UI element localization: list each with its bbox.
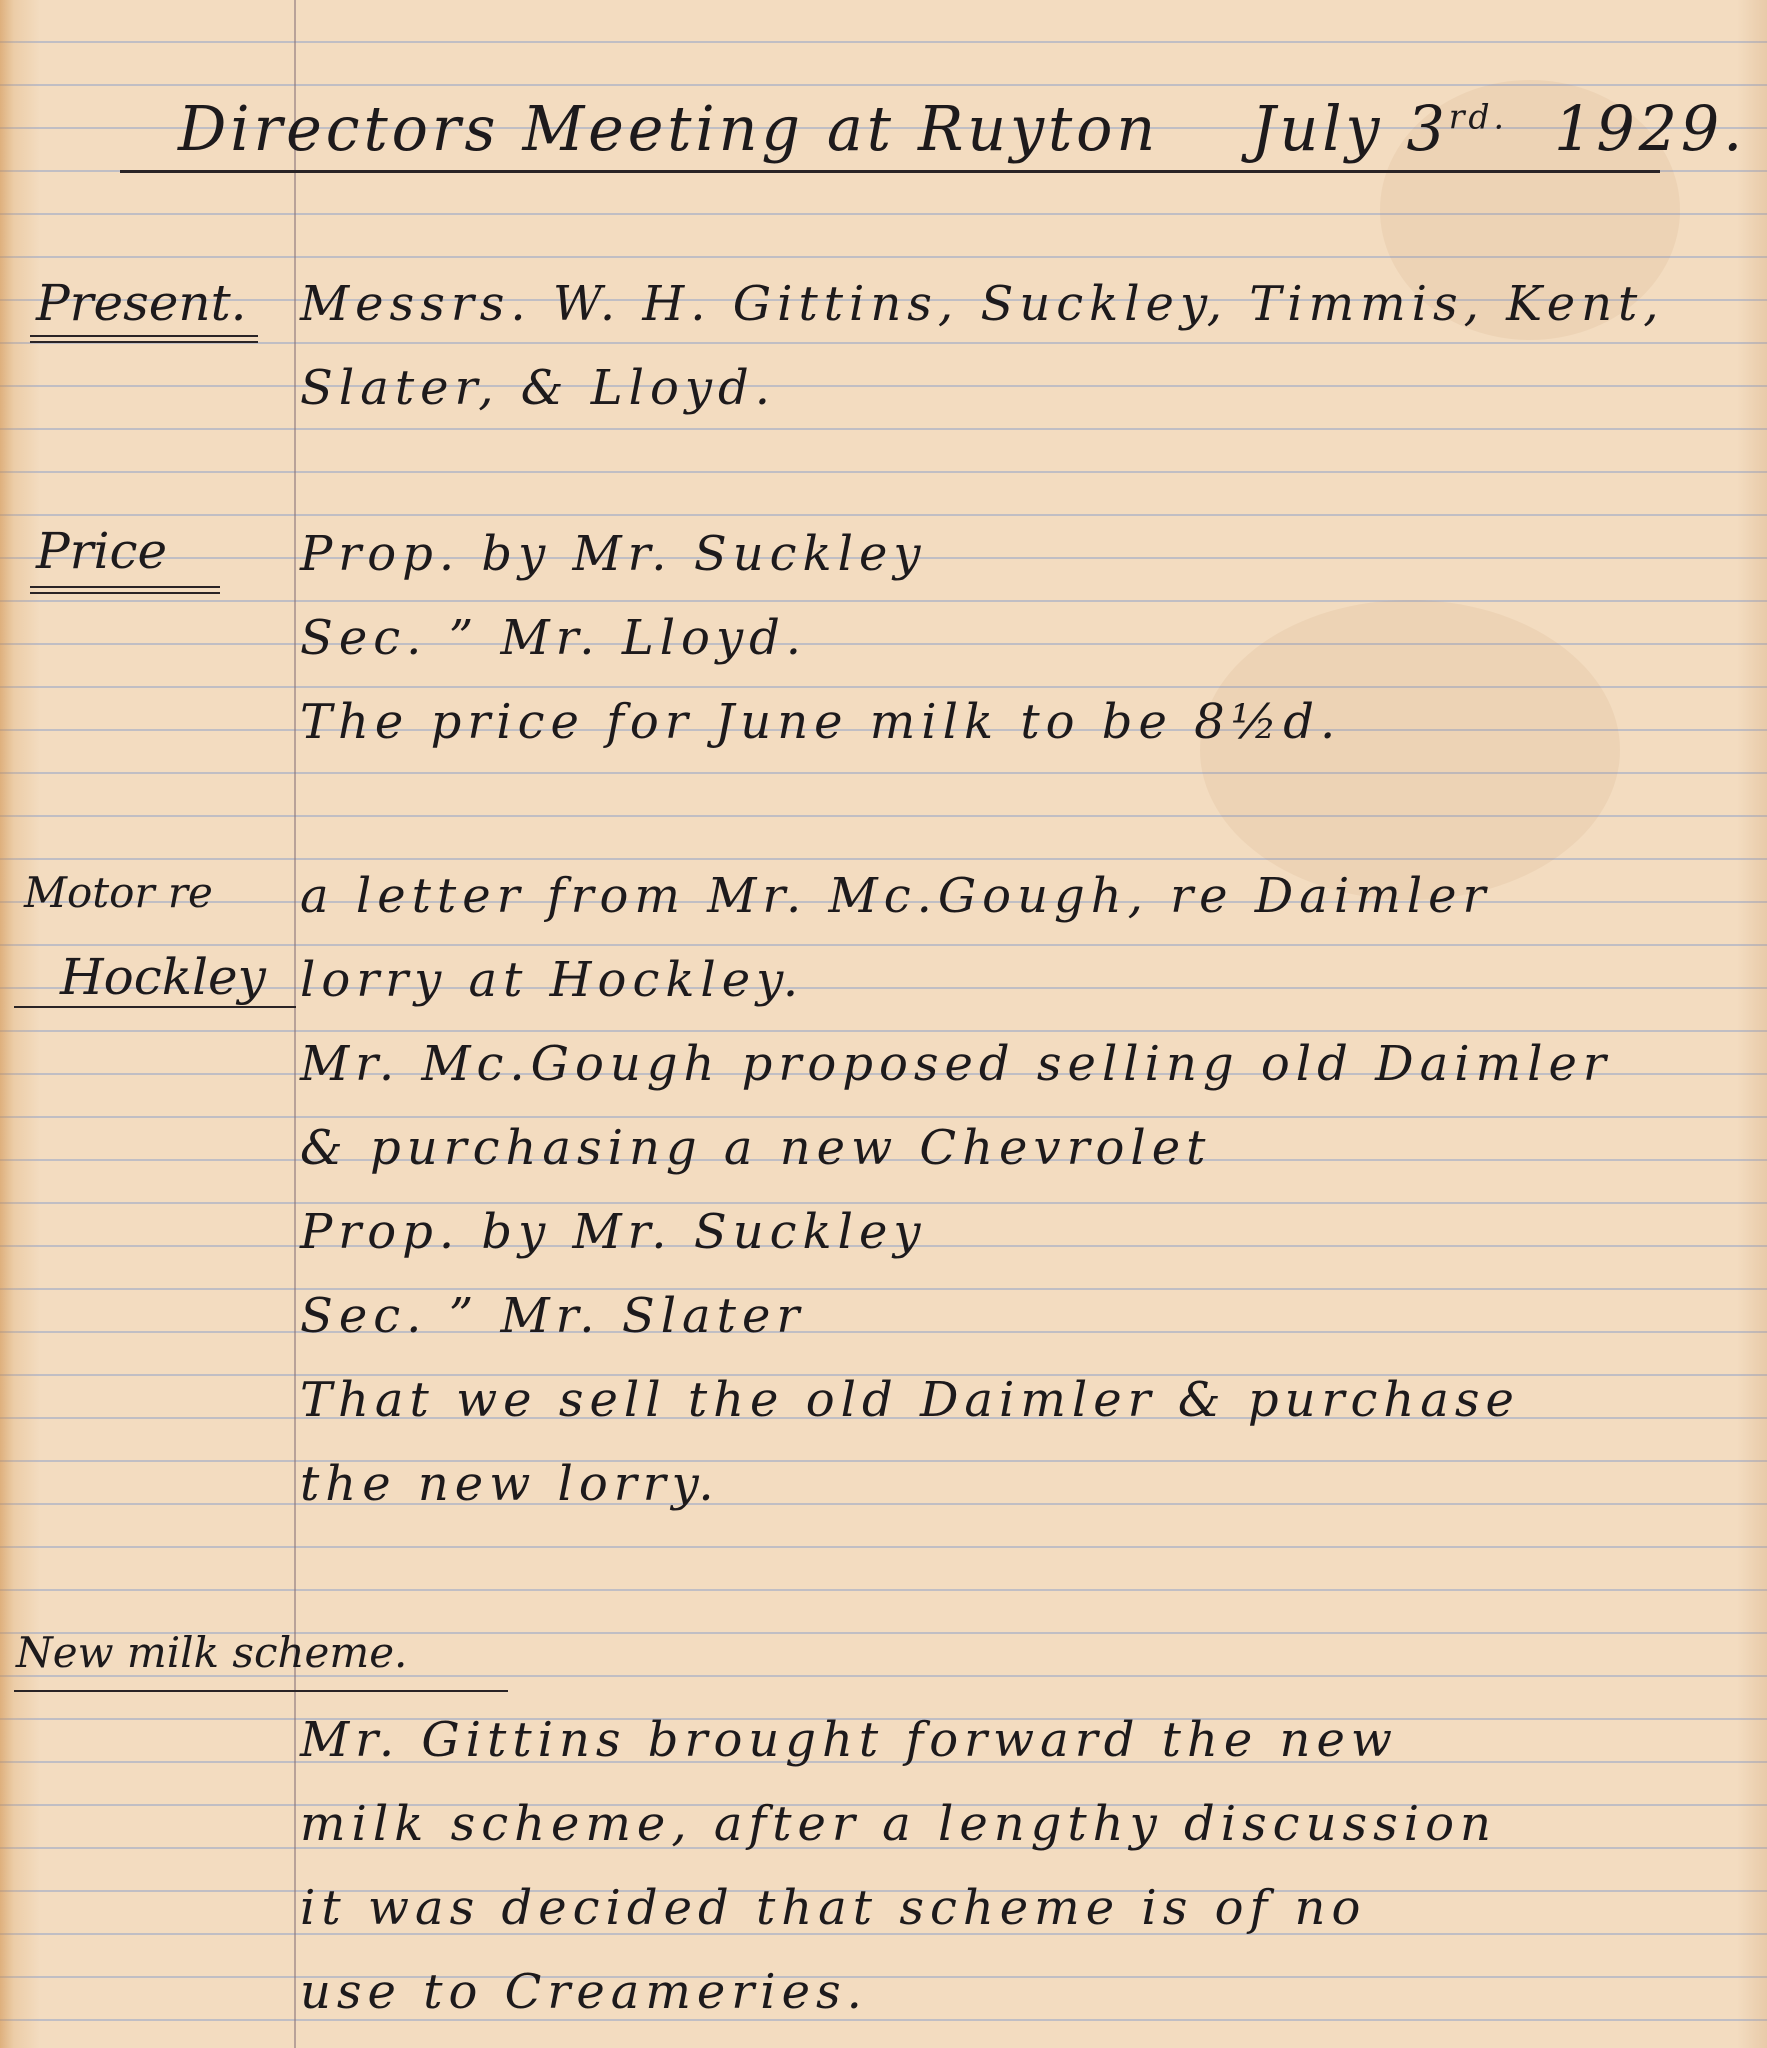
heading-milk-scheme: New milk scheme. — [16, 1628, 408, 1677]
motor-line-5: Prop. by Mr. Suckley — [300, 1204, 927, 1260]
motor-line-2: lorry at Hockley. — [300, 952, 805, 1008]
heading-motor-underline — [14, 1006, 296, 1008]
margin-rule — [294, 0, 296, 2048]
paper-stain — [1200, 600, 1620, 900]
present-line-2: Slater, & Lloyd. — [300, 360, 776, 416]
milk-scheme-line-1: Mr. Gittins brought forward the new — [300, 1712, 1398, 1768]
price-line-2: Sec. ” Mr. Lloyd. — [300, 610, 808, 666]
heading-present: Present. — [36, 274, 247, 332]
heading-present-underline — [30, 341, 258, 343]
title-text: Directors Meeting at Ruyton — [178, 92, 1160, 165]
page-title — [178, 92, 1747, 165]
title-date: July 3 — [1251, 92, 1449, 165]
milk-scheme-line-3: it was decided that scheme is of no — [300, 1880, 1367, 1936]
milk-scheme-line-2: milk scheme, after a lengthy discussion — [300, 1796, 1497, 1852]
heading-milk-scheme-underline — [14, 1690, 508, 1692]
motor-line-3: Mr. Mc.Gough proposed selling old Daimler — [300, 1036, 1612, 1092]
motor-line-8: the new lorry. — [300, 1456, 720, 1512]
motor-line-1: a letter from Mr. Mc.Gough, re Daimler — [300, 868, 1492, 924]
price-line-3: The price for June milk to be 8½d. — [300, 694, 1342, 750]
heading-price: Price — [36, 522, 168, 580]
heading-hockley: Hockley — [60, 948, 266, 1006]
present-line-1: Messrs. W. H. Gittins, Suckley, Timmis, Kent, — [300, 276, 1665, 332]
milk-scheme-line-4: use to Creameries. — [300, 1964, 868, 2020]
title-date-suffix: rd. — [1448, 97, 1508, 138]
heading-price-underline — [30, 592, 220, 594]
heading-motor: Motor re — [24, 868, 213, 917]
motor-line-6: Sec. ” Mr. Slater — [300, 1288, 806, 1344]
motor-line-4: & purchasing a new Chevrolet — [300, 1120, 1212, 1176]
heading-price-underline — [30, 586, 220, 588]
title-year: 1929. — [1554, 92, 1747, 165]
heading-present-underline — [30, 335, 258, 337]
motor-line-7: That we sell the old Daimler & purchase — [300, 1372, 1520, 1428]
title-underline — [120, 170, 1660, 173]
price-line-1: Prop. by Mr. Suckley — [300, 526, 927, 582]
